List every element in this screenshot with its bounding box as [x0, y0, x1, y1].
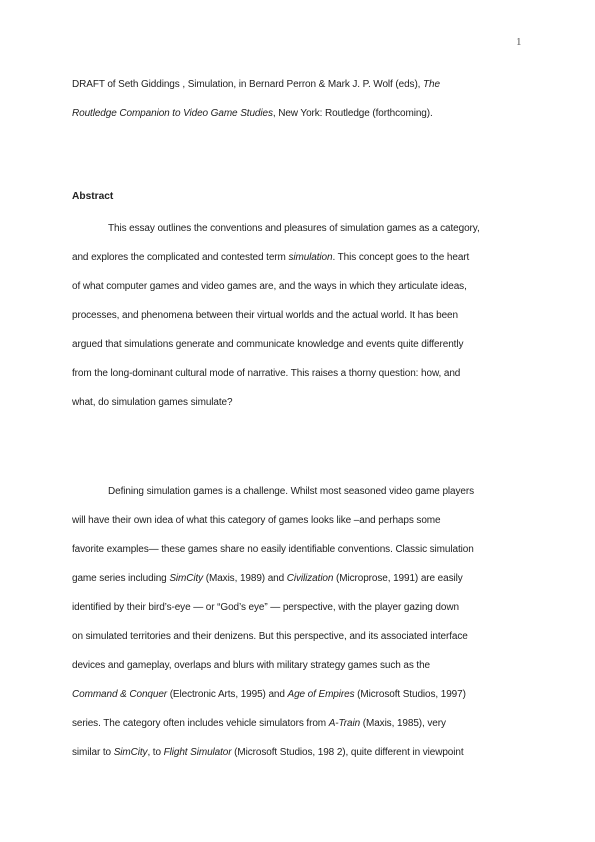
italic-text: A-Train	[328, 718, 361, 729]
text-segment: Defining simulation games is a challenge. Whilst most seasoned video game players	[108, 486, 474, 497]
body-line	[72, 564, 536, 593]
citation-line	[72, 99, 532, 128]
text-segment: (Electronic Arts, 1995) and	[167, 689, 288, 700]
text-segment: This essay outlines the conventions and pleasures of simulation games as a category,	[108, 223, 480, 234]
text-segment: , New York: Routledge (forthcoming).	[272, 108, 433, 119]
abstract-line	[72, 359, 536, 388]
body-line	[72, 680, 536, 709]
body-paragraph	[72, 477, 536, 767]
body-line	[72, 622, 536, 651]
body-line	[72, 535, 536, 564]
abstract-paragraph	[72, 214, 536, 417]
text-segment: and explores the complicated and contested term	[72, 252, 289, 263]
text-segment: similar to	[72, 747, 114, 758]
text-segment: DRAFT of Seth Giddings , Simulation, in Bernard Perron & Mark J. P. Wolf (eds),	[72, 79, 424, 90]
abstract-line	[72, 330, 536, 359]
text-segment: , to	[147, 747, 164, 758]
text-segment: of what computer games and video games are, and the ways in which they articulate ideas,	[72, 281, 467, 292]
text-segment: (Microprose, 1991) are easily	[333, 573, 463, 584]
text-segment: favorite examples— these games share no easily identifiable conventions. Classic simulation	[72, 544, 474, 555]
italic-text: Routledge Companion to Video Game Studies	[72, 108, 273, 119]
text-segment: series. The category often includes vehicle simulators from	[72, 718, 329, 729]
text-segment: . This concept goes to the heart	[332, 252, 470, 263]
text-segment: (Microsoft Studios, 1997)	[354, 689, 466, 700]
text-segment: game series including	[72, 573, 170, 584]
italic-text: Age of Empires	[287, 689, 355, 700]
italic-text: Command & Conquer	[72, 689, 168, 700]
body-line	[72, 709, 536, 738]
citation-line	[72, 70, 532, 99]
abstract-line	[72, 272, 536, 301]
text-segment: devices and gameplay, overlaps and blurs with military strategy games such as the	[72, 660, 431, 671]
italic-text: SimCity	[169, 573, 204, 584]
text-segment: (Maxis, 1989) and	[203, 573, 287, 584]
body-line	[72, 477, 536, 506]
body-line	[72, 506, 536, 535]
text-segment: processes, and phenomena between their virtual worlds and the actual world. It has been	[72, 310, 458, 321]
abstract-line	[72, 388, 536, 417]
text-segment: will have their own idea of what this category of games looks like –and perhaps some	[72, 515, 441, 526]
text-segment: identified by their bird’s-eye — or “God’s eye” — perspective, with the player gazing down	[72, 602, 459, 613]
text-segment: (Maxis, 1985), very	[360, 718, 446, 729]
text-segment: what, do simulation games simulate?	[72, 397, 233, 408]
abstract-heading: Abstract	[72, 191, 114, 202]
body-line	[72, 738, 536, 767]
text-segment: on simulated territories and their denizens. But this perspective, and its associated interface	[72, 631, 468, 642]
body-line	[72, 593, 536, 622]
italic-text: simulation	[288, 252, 333, 263]
text-segment: (Microsoft Studios, 198 2), quite different in viewpoint	[231, 747, 464, 758]
abstract-line	[72, 243, 536, 272]
abstract-line	[72, 301, 536, 330]
draft-citation	[72, 70, 532, 128]
italic-text: Flight Simulator	[163, 747, 232, 758]
abstract-line	[72, 214, 536, 243]
text-segment: argued that simulations generate and communicate knowledge and events quite differently	[72, 339, 464, 350]
page-number: 1	[516, 36, 522, 48]
text-segment: from the long-dominant cultural mode of narrative. This raises a thorny question: how, and	[72, 368, 461, 379]
body-line	[72, 651, 536, 680]
italic-text: SimCity	[113, 747, 148, 758]
italic-text: The	[423, 79, 440, 90]
italic-text: Civilization	[286, 573, 334, 584]
